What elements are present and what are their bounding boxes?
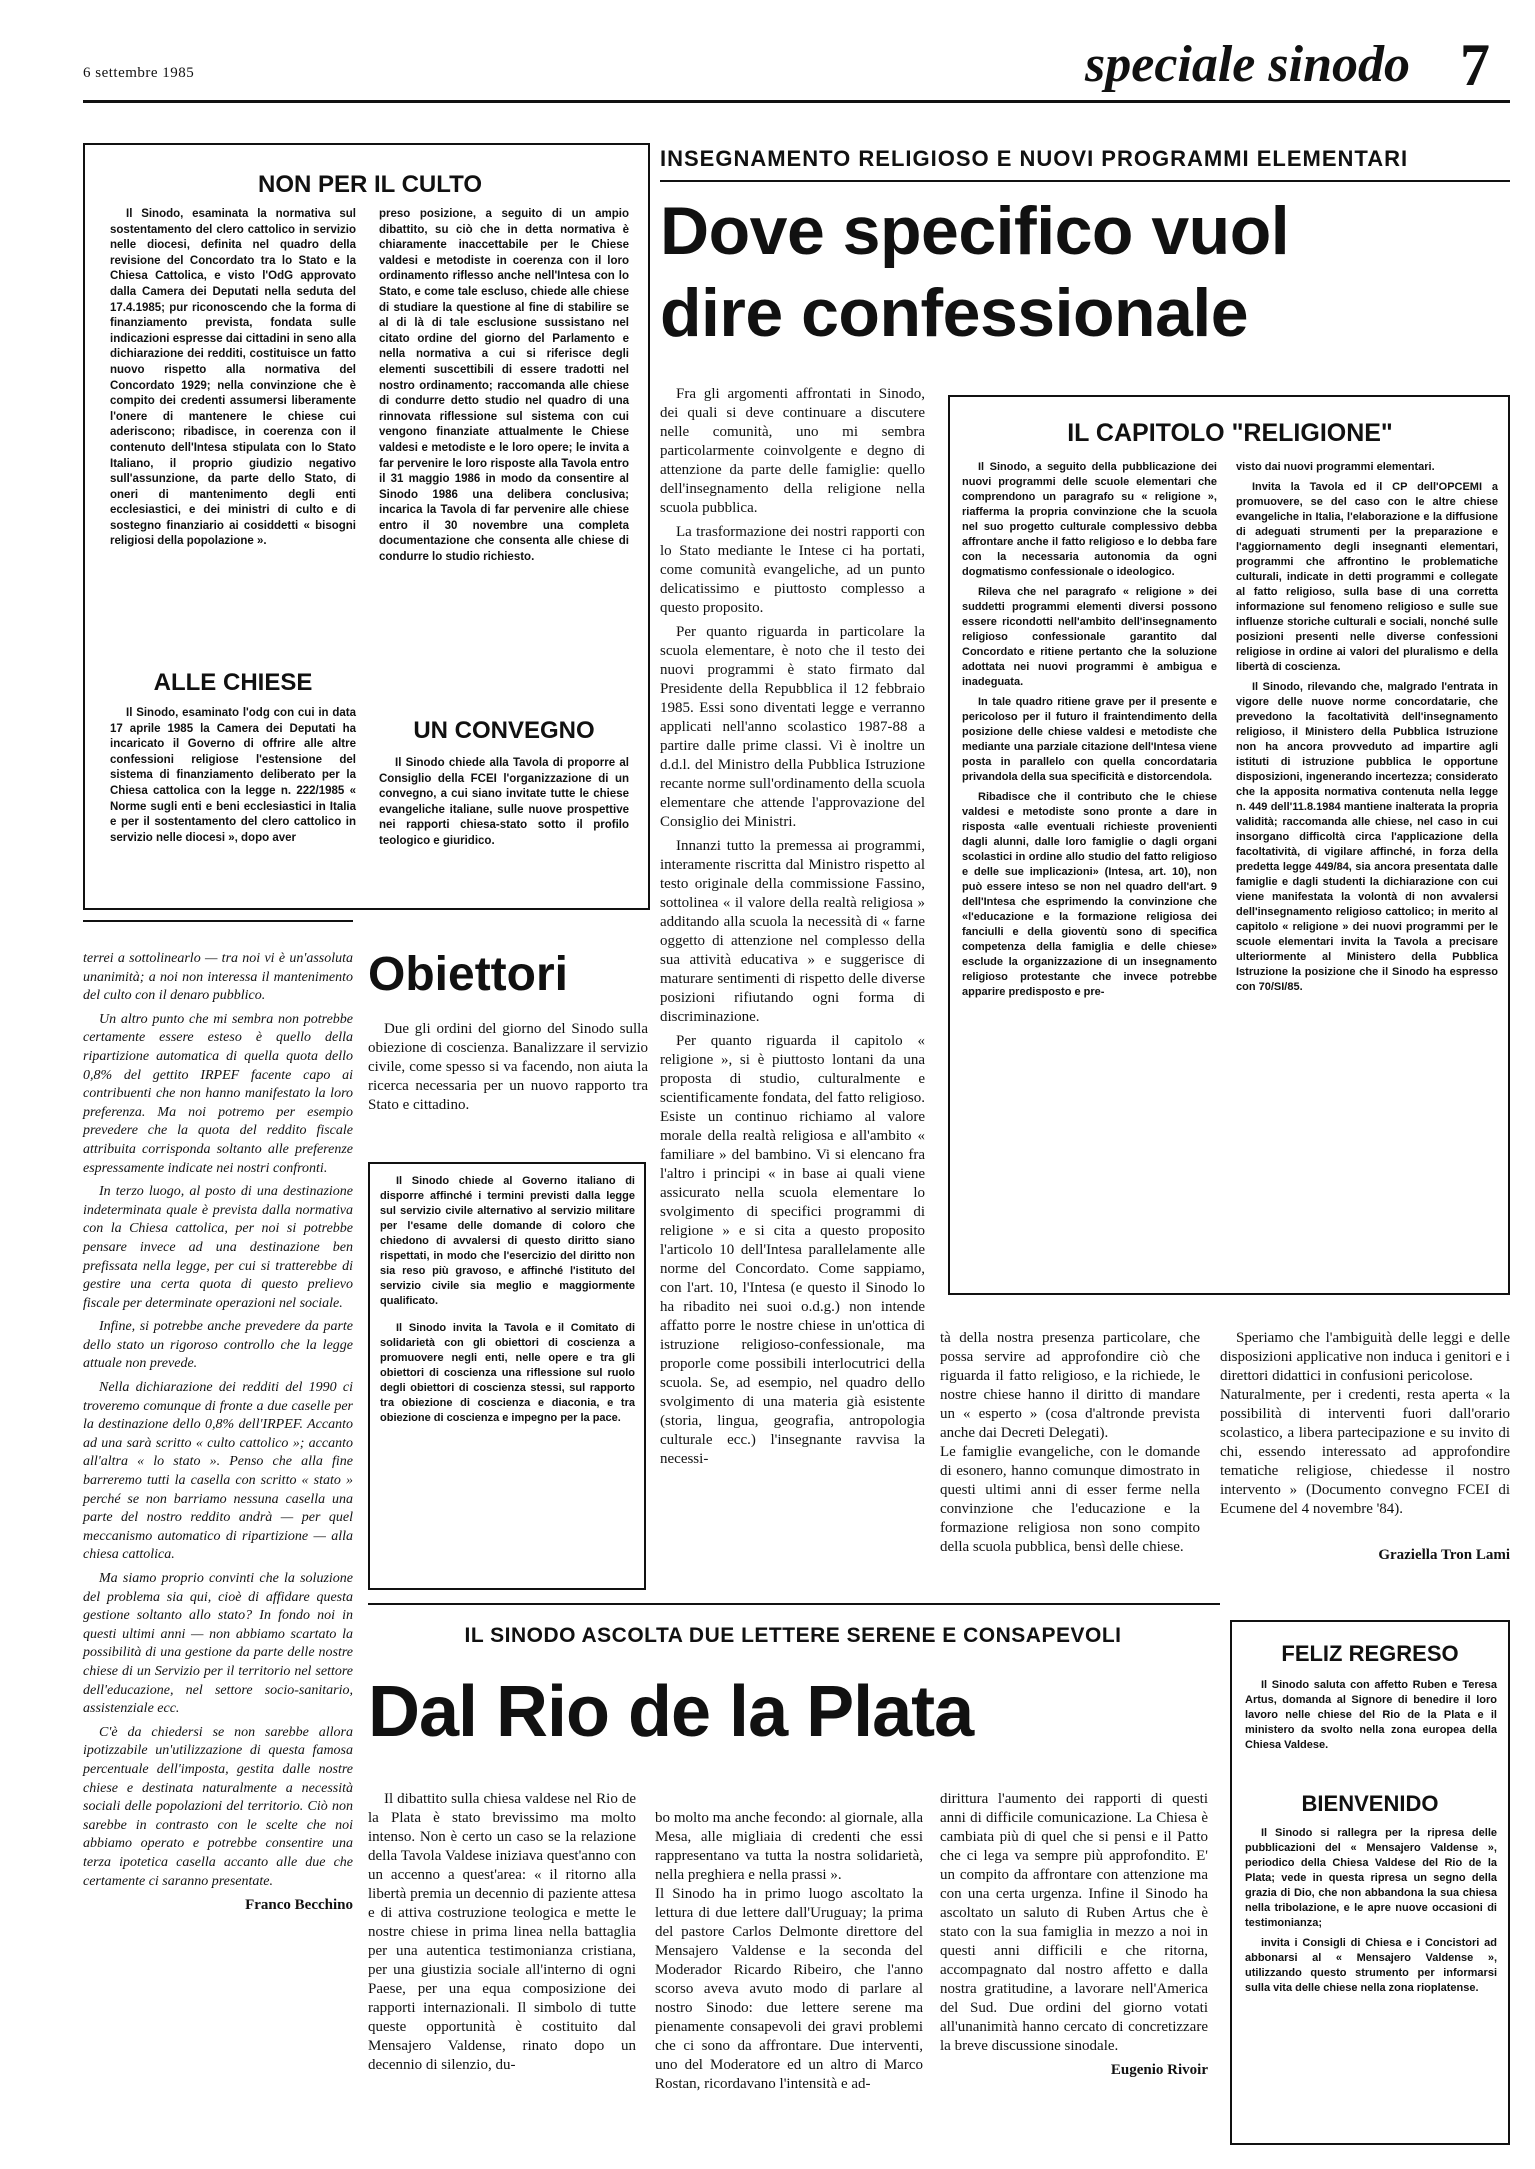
becchino-p7: C'è da chiedersi se non sarebbe allora ipotizzabile un'utilizzazione di questa famosa percentuale dell'imposta, gestita dalle nostre chiese e destinata naturalmente a necessità sociali delle popolazioni del territorio. Ciò non sarebbe in contrasto con le scelte che noi abbiamo operato e potrebbe consentire una terza ipotetica casella accanto alle due che certamente ci saranno presentate. [83, 1724, 353, 1889]
insegnamento-p2: La trasformazione dei nostri rapporti con lo Stato mediante le Intese ci ha portati, come comunità evangeliche, ad un punto delicatissimo e piuttosto complesso a questo proposito. [660, 524, 925, 616]
insegnamento-p1: Fra gli argomenti affrontati in Sinodo, dei quali si deve continuare a discutere nelle comunità, uno mi sembra particolarmente coinvolgente e degno di attenzione da parte delle famiglie: quello dell'insegnamento della religione nella scuola pubblica. [660, 386, 925, 516]
capitolo-p6: Invita la Tavola ed il CP dell'OPCEMI a promuovere, se del caso con le altre chiese evangeliche in Italia, l'elaborazione e la diffusione di adeguati strumenti per la preparazione e l'aggiornamento degli insegnanti elementari, programmi che affrontino le problematiche culturali, indicate in detti programmi e collegate al fatto religioso, sulla base di una corretta informazione sul fenomeno religioso e sulle sue influenze storiche culturali e sociali, nonché sulle posizioni presenti nelle diverse confessioni religiose in ordine ai valori del pluralismo e della libertà di coscienza. [1236, 481, 1498, 673]
obiettori-intro-text: Due gli ordini del giorno del Sinodo sulla obiezione di coscienza. Banalizzare il servizio civile, come spesso si va facendo, non aiuta la ricerca necessaria per un nuovo rapporto tra Stato e cittadino. [368, 1021, 648, 1113]
rio-author: Eugenio Rivoir [1110, 2062, 1208, 2078]
insegnamento-p5: Per quanto riguarda il capitolo « religione », si è piuttosto lontani da una proposta di studio, culturalmente e scientificamente fondata, del fatto religioso. Esiste un continuo richiamo al valore morale della realtà religiosa e all'ambito « familiare » del bambino. Vi si elencano fra l'altro i principi « in base ai quali viene assicurato nella scuola elementare lo svolgimento di specifici programmi di religione » e si cita a questo proposito l'articolo 10 dell'Intesa parallelamente alle norme del Concordato. Come sappiamo, con l'art. 10, l'Intesa (e questo il Sinodo lo ha ribadito nei suoi o.d.g.) non intende affatto porre le nostre chiese in un'ottica di istruzione religioso-confessionale, ma proporle come possibili interlocutrici della scuola. Se, ad esempio, nel quadro dello svolgimento di una materia già esistente (storia, lingua, geografia, antropologia culturale ecc.) l'insegnante ravvisa la necessi- [660, 1033, 925, 1467]
bienvenido-title: BIENVENIDO [1301, 1791, 1439, 1816]
insegnamento-col1 [660, 385, 925, 1530]
non-per-il-culto-col1 [110, 207, 356, 679]
obiettori-odg-2: Il Sinodo invita la Tavola e il Comitato di solidarietà con gli obiettori di coscienza a promuovere negli enti, nelle opere e tra gli obiettori di coscienza una riflessione sul ruolo degli obiettori di coscienza stessi, sul rapporto tra obiezione di coscienza e diaconia, e tra obiezione di coscienza e impegno per la pace. [380, 1322, 635, 1424]
insegnamento-col3 [1220, 1310, 1510, 1563]
obiettori-headline: Obiettori [368, 948, 568, 1001]
bienvenido-text-2: invita i Consigli di Chiesa e i Concistori ad abbonarsi al « Mensajero Valdense », utilizzando questo strumento per informarsi sulla vita delle chiese nella zona rioplatense. [1245, 1937, 1497, 1994]
bienvenido-text-1: Il Sinodo si rallegra per la ripresa delle pubblicazioni del « Mensajero Valdense », periodico della Chiesa Valdese del Rio de la Plata; vede in questa ripresa un segno della grazia di Dio, che non abbandona la sua chiesa nella tribolazione, e le apre nuove occasioni di testimonianza; [1245, 1827, 1497, 1929]
becchino-author: Franco Becchino [245, 1897, 353, 1914]
non-per-il-culto-title: NON PER IL CULTO [257, 171, 482, 198]
becchino-p3: In terzo luogo, al posto di una destinazione indeterminata quale è prevista dalla normativa con la Chiesa cattolica, per noi si potrebbe pensare invece ad una destinazione ben prefissata nella legge, per cui si tratterebbe di gestire una certa quota di questo prelievo fiscale per determinate operazioni nel sociale. [83, 1184, 353, 1311]
non-per-il-culto-col2 [379, 207, 629, 705]
rio-rule [368, 1603, 1220, 1605]
becchino-p4: Infine, si potrebbe anche prevedere da parte dello stato un rigoroso controllo che la legge attuale non prevede. [83, 1319, 353, 1372]
feliz-regreso-text: Il Sinodo saluta con affetto Ruben e Teresa Artus, domanda al Signore di benedire il loro lavoro nelle chiese del Rio de la Plata e il ministero da svolto nella zona europea della Chiesa Valdese. [1245, 1679, 1497, 1751]
non-per-il-culto-text-1: Il Sinodo, esaminata la normativa sul sostentamento del clero cattolico in servizio nelle diocesi, definita nel quadro della revisione del Concordato tra lo Stato e la Chiesa Cattolica, e visto l'OdG approvato dalla Camera dei Deputati nella seduta del 17.4.1985; pur riconoscendo che la forma di finanziamento prevista, fondata sulle indicazioni espresse dai cittadini in seno alla dichiarazione dei redditi, costituisce un fatto nuovo rispetto alla normativa del Concordato 1929; nella convinzione che è compito dei credenti assumersi liberamente l'onere di mantenere le chiese cui aderiscono; ribadisce, in coerenza con il contenuto dell'Intesa stipulata con lo Stato Italiano, il proprio giudizio negativo sull'assunzione, da parte dello Stato, di oneri di mantenimento degli enti ecclesiastici, e dei ministri di culto e di sostegno finanziario ai cosiddetti « bisogni religiosi della popolazione ». [110, 208, 356, 548]
rio-col3 [940, 1790, 1208, 2145]
bienvenido-col [1245, 1826, 1497, 2136]
obiettori-odg-1: Il Sinodo chiede al Governo italiano di disporre affinché i termini previsti dalla legge sul servizio civile alternativo al servizio militare per l'esame delle domande di coloro che chiedono di avvalersi di questo diritto siano rispettati, in modo che l'esercizio del diritto non sia reso più gravoso, e affinché l'istituto del servizio civile sia meglio e maggiormente qualificato. [380, 1175, 635, 1307]
non-per-il-culto-text-2: preso posizione, a seguito di un ampio dibattito, su ciò che in detta normativa è chiaramente inaccettabile per le Chiese valdesi e metodiste in coerenza con il loro ordinamento riflesso anche nell'Intesa con lo Stato, e come tale escluso, chiede alle chiese di studiare la questione al fine di stabilire se al di là di tale esclusione sussistano nel citato ordine del giorno del Parlamento e nella normativa a cui si riferisce degli elementi suscettibili di essere tradotti nel nostro ordinamento; raccomanda alle chiese di condurre detto studio nel quadro di una rinnovata riflessione sul sistema con cui vengono finanziate attualmente le Chiese valdesi e metodiste e le loro opere; le invita a far pervenire le loro risposte alla Tavola entro il 31 maggio 1986 in modo da consentire al Sinodo 1986 una delibera conclusiva; incarica la Tavola di far pervenire alle chiese entro il 30 novembre una completa documentazione che consenta alle chiese di condurre lo studio richiesto. [379, 208, 629, 564]
rio-text-1: Il dibattito sulla chiesa valdese nel Rio de la Plata è stato brevissimo ma molto intenso. Non è certo un caso se la relazione della Tavola Valdese iniziava quest'anno con un accenno a quest'area: « il ritorno alla libertà premia un decennio di paziente attesa e di attiva costruzione teologica e mette le nostre chiese in prima linea nella battaglia per una autentica testimonianza cristiana, per una giustizia sociale all'interno di ogni Paese, per una equa composizione dei rapporti internazionali. Il simbolo di tutte queste opportunità è costituito dal Mensajero Valdense, rinato dopo un decennio di silenzio, du- [368, 1791, 636, 2073]
insegnamento-cont-1: tà della nostra presenza particolare, che possa servire ad approfondire ciò che riguarda il fatto religioso, e la richiede, le nostre chiese hanno il diritto di mandare un « esperto » (cosa d'altronde prevista anche dai Decreti Delegati). Le famiglie evangeliche, con le domande di esonero, hanno comunque dimostrato in questi ultimi anni di esser ferme nella convinzione che l'educazione e la formazione religiosa non sono compito della scuola pubblica, bensì delle chiese. [940, 1330, 1200, 1555]
insegnamento-p4: Innanzi tutto la premessa ai programmi, interamente riscritta dal Ministro rispetto al testo originale della commissione Fassino, sottolinea « il valore della realtà religiosa » additando alla scuola la necessità di « farne oggetto di attenzione nel complesso della sua attività educativa » e suggerisce di maturare sentimenti di rispetto delle diverse posizioni rifiutando ogni forma di discriminazione. [660, 838, 925, 1025]
un-convegno-text: Il Sinodo chiede alla Tavola di proporre al Consiglio della FCEI l'organizzazione di un convegno, a cui siano invitate tutte le chiese evangeliche italiane, sulle nuove prospettive nei rapporti chiesa-stato sotto il profilo teologico e giuridico. [379, 757, 629, 847]
becchino-p1: terrei a sottolinearlo — tra noi vi è un'assoluta unanimità; a noi non interessa il mantenimento del culto con il denaro pubblico. [83, 951, 353, 1004]
becchino-p5: Nella dichiarazione dei redditi del 1990 ci troveremo comunque di fronte a due caselle per la destinazione dello 0,8% dell'IRPEF. Accanto ad una sarà scritto « culto cattolico »; accanto all'altra « lo stato ». Penso che alla fine barreremo tutti la casella con scritto « stato » perché se non barriamo nessuna casella una parte del nostro reddito andrà — per quel meccanismo automatico di ripartizione — alla chiesa cattolica. [83, 1380, 353, 1563]
rio-col2 [655, 1790, 923, 2135]
becchino-p6: Ma siamo proprio convinti che la soluzione del problema sia qui, cioè di affidare questa gestione soltanto allo stato? In fondo noi in questi ultimi anni — non abbiamo scartato la possibilità di una gestione da parte delle nostre chiese di un Servizio per il territorio nel settore dell'educazione, nel settore socio-sanitario, assistenziale ecc. [83, 1571, 353, 1717]
page-number: 7 [1460, 32, 1490, 98]
masthead-rule [83, 100, 1510, 103]
insegnamento-col2 [940, 1310, 1200, 1555]
un-convegno-title: UN CONVEGNO [413, 717, 595, 744]
capitolo-religione-col1 [962, 460, 1217, 1285]
un-convegno-col [379, 756, 629, 896]
capitolo-religione-title: IL CAPITOLO "RELIGIONE" [1067, 419, 1393, 447]
alle-chiese-title: ALLE CHIESE [153, 669, 313, 696]
rio-text-2: bo molto ma anche fecondo: al giornale, alla Mesa, alle migliaia di credenti che essi rappresentano va tutta la nostra solidarietà, nella preghiera e nella prassi ». Il Sinodo ha in primo luogo ascoltato la lettura di due lettere dall'Uruguay; la prima del pastore Carlos Delmonte direttore del Mensajero Valdense e la seconda del Moderador Ricardo Ribeiro, che l'anno scorso aveva avuto modo di parlare al nostro Sinodo: due lettere serene ma pienamente consapevoli dei gravi problemi che ci sono da affrontare. Due interventi, uno del Moderatore ed un altro di Marco Rostan, ricordavano l'intensità e ad- [655, 1810, 923, 2092]
feliz-regreso-col [1245, 1678, 1497, 1788]
left-rule [83, 920, 353, 922]
capitolo-p3: In tale quadro ritiene grave per il presente e pericoloso per il futuro il fraintendimento della posizione delle chiese valdesi e metodiste che mediante una parziale citazione dell'Intesa viene posta in parallelo con quella concordataria privandola della sua specificità e distorcendola. [962, 696, 1217, 783]
insegnamento-p3: Per quanto riguarda in particolare la scuola elementare, è noto che il testo dei nuovi programmi è stato firmato dal Presidente della Repubblica il 12 febbraio 1985. Essi sono diventati legge e verranno applicati nell'anno scolastico 1987-88 a partire dalle prime classi. Vi è inoltre un d.d.l. del Ministro della Pubblica Istruzione recante norme sull'ordinamento della scuola elementare che attende l'approvazione del Consiglio dei Ministri. [660, 624, 925, 830]
insegnamento-cont-2: Speriamo che l'ambiguità delle leggi e delle disposizioni applicative non induca i genitori e i direttori didattici in confusioni pericolose. Naturalmente, per i credenti, resta aperta « la possibilità di interventi fuori dall'orario scolastico, a libera partecipazione e su invito di chi, essendo interessato ad approfondire tematiche religiose, chiedesse il nostro intervento » (Documento convegno FCEI di Ecumene del 4 novembre '84). [1220, 1330, 1510, 1517]
rio-headline: Dal Rio de la Plata [368, 1672, 974, 1752]
masthead-date: 6 settembre 1985 [83, 65, 195, 81]
section-title: speciale sinodo [1085, 36, 1410, 93]
insegnamento-author: Graziella Tron Lami [1378, 1547, 1510, 1563]
capitolo-p1: Il Sinodo, a seguito della pubblicazione dei nuovi programmi delle scuole elementari che comprendono un paragrafo su « religione », riafferma la propria convinzione che la scuola nel suo progetto culturale complessivo debba affrontare anche il fatto religioso e lo debba fare con la necessaria autonomia da ogni dogmatismo confessionale o ideologico. [962, 461, 1217, 578]
alle-chiese-col [110, 706, 356, 898]
capitolo-p2: Rileva che nel paragrafo « religione » dei suddetti programmi elementi diversi possono essere ricondotti nell'ambito dell'insegnamento religioso confessionale garantito dal Concordato e ritiene pertanto che la soluzione adottata nei nuovi programmi è ambigua e inadeguata. [962, 586, 1217, 688]
kicker-rule [660, 180, 1510, 182]
feliz-regreso-title: FELIZ REGRESO [1281, 1641, 1459, 1666]
rio-kicker: IL SINODO ASCOLTA DUE LETTERE SERENE E CONSAPEVOLI [464, 1624, 1122, 1647]
obiettori-box-col [380, 1174, 635, 1579]
capitolo-p4: Ribadisce che il contributo che le chiese valdesi e metodiste sono pronte a dare in risposta «alle eventuali richieste provenienti dagli alunni, dalle loro famiglie o dagli organi scolastici in ordine allo studio del fatto religioso e delle sue implicazioni» (Intesa, art. 10), non può essere inteso se non nel quadro dell'art. 9 dell'Intesa che esprimendo la convinzione che «l'educazione e la formazione religiosa dei fanciulli e della gioventù sono di specifica competenza della famiglia e delle chiese» esclude la organizzazione di un insegnamento religioso protestante che invece potrebbe apparire predisposto e pre- [962, 791, 1217, 998]
rio-text-3: dirittura l'aumento dei rapporti di questi anni di difficile comunicazione. La Chiesa è cambiata più di quel che si pensi e il Patto che ci lega va sempre più approfondito. E' un compito da affrontare con attenzione ma con una certa urgenza. Infine il Sinodo ha ascoltato un saluto di Ruben Artus che è stato con la sua famiglia in mezzo a noi in questi anni difficili e che ritorna, accompagnato dal nostro affetto e dalla nostra gratitudine, a lavorare nell'America del Sud. Due ordini del giorno votati all'unanimità hanno cercato di concretizzare la breve discussione sinodale. [940, 1791, 1208, 2054]
capitolo-p5: visto dai nuovi programmi elementari. [1236, 461, 1435, 473]
capitolo-p7: Il Sinodo, rilevando che, malgrado l'entrata in vigore delle nuove norme concordatarie, che prevedono la facoltatività dell'insegnamento religioso, il Ministero della Pubblica Istruzione non ha ancora provveduto ad impartire agli istituti di istruzione pubblica le opportune disposizioni, ingenerando incertezza; considerato che la apposita normativa contenuta nella legge n. 449 dell'11.8.1984 mantiene inalterata la propria validità; raccomanda alle chiese, nel caso in cui insorgano difficoltà circa l'applicazione della facoltatività, di vigilare affinché, in forza della predetta legge 449/84, sia ancora presentata dalle famiglie e dagli studenti la dichiarazione con cui viene manifestata la volontà di non avvalersi dell'insegnamento religioso cattolico; in merito al capitolo « religione » dei nuovi programmi per le scuole elementari invita la Tavola a precisare ulteriormente al Ministero della Pubblica Istruzione la posizione che il Sinodo ha espresso con 70/SI/85. [1236, 681, 1498, 993]
capitolo-religione-col2 [1236, 460, 1498, 1285]
becchino-p2: Un altro punto che mi sembra non potrebbe certamente essere esteso è quello della ripartizione automatica di quella quota dello 0,8% del gettito IRPEF facente capo ai contribuenti che non hanno manifestato la loro preferenza. Ma noi potremo per esempio prevedere che la quota del reddito fiscale attribuita corrisponda soltanto alle preferenze espressamente indicate nei nostri confronti. [83, 1011, 353, 1176]
insegnamento-kicker: INSEGNAMENTO RELIGIOSO E NUOVI PROGRAMMI ELEMENTARI [660, 146, 1409, 171]
alle-chiese-text: Il Sinodo, esaminato l'odg con cui in data 17 aprile 1985 la Camera dei Deputati ha incaricato il Governo di offrire alle altre confessioni religiose l'estensione del sistema di finanziamento deliberato per la Chiesa cattolica con la legge n. 222/1985 « Norme sugli enti e beni ecclesiastici in Italia e per il sostentamento del clero cattolico in servizio nelle diocesi », dopo aver [110, 707, 356, 844]
insegnamento-headline: Dove specifico vuol dire confessionale [660, 193, 1290, 351]
obiettori-intro [368, 1020, 648, 1155]
rio-col1 [368, 1790, 636, 2135]
becchino-column [83, 950, 353, 2120]
